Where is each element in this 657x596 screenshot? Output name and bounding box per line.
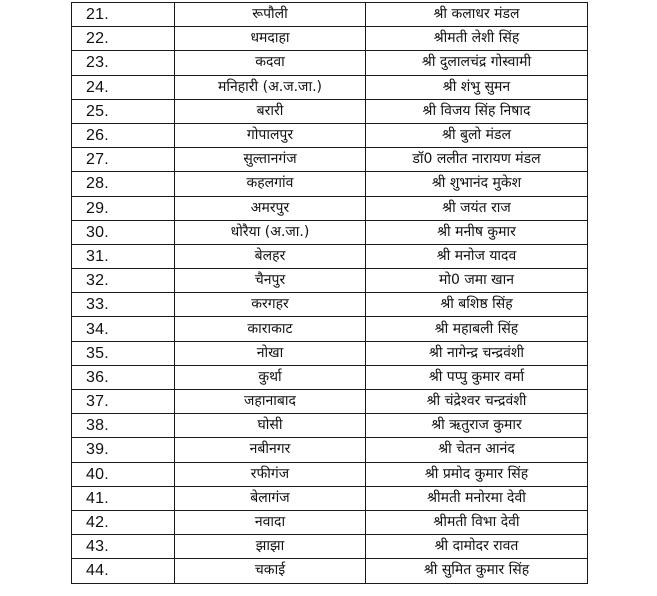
candidate-name-cell: श्री बशिष्ठ सिंह (366, 293, 588, 317)
candidate-name-cell: श्री महाबली सिंह (366, 317, 588, 341)
candidate-name-cell: श्री सुमित कुमार सिंह (366, 559, 588, 583)
constituency-cell: अमरपुर (175, 196, 366, 220)
serial-number-cell: 36. (72, 365, 175, 389)
table-row (72, 51, 588, 75)
serial-number-cell: 31. (72, 244, 175, 268)
serial-number-cell: 29. (72, 196, 175, 220)
table-row (72, 196, 588, 220)
serial-number-cell: 32. (72, 269, 175, 293)
serial-number-cell: 35. (72, 341, 175, 365)
serial-number-cell: 44. (72, 559, 175, 583)
constituency-cell: चकाई (175, 559, 366, 583)
candidate-table (71, 2, 588, 584)
serial-number-cell: 37. (72, 390, 175, 414)
candidate-name-cell: श्री कलाधर मंडल (366, 3, 588, 27)
constituency-cell: रूपौली (175, 3, 366, 27)
table-row (72, 99, 588, 123)
candidate-name-cell: डॉ0 ललीत नारायण मंडल (366, 148, 588, 172)
candidate-name-cell: श्री शुभानंद मुकेश (366, 172, 588, 196)
candidate-name-cell: श्री दुलालचंद्र गोस्वामी (366, 51, 588, 75)
table-row (72, 438, 588, 462)
candidate-name-cell: श्री नागेन्द्र चन्द्रवंशी (366, 341, 588, 365)
table-row (72, 3, 588, 27)
constituency-cell: मनिहारी (अ.ज.जा.) (175, 75, 366, 99)
constituency-cell: घोसी (175, 414, 366, 438)
table-row (72, 486, 588, 510)
serial-number-cell: 22. (72, 27, 175, 51)
serial-number-cell: 27. (72, 148, 175, 172)
table-row (72, 244, 588, 268)
candidate-name-cell: श्री मनोज यादव (366, 244, 588, 268)
constituency-cell: नबीनगर (175, 438, 366, 462)
candidate-name-cell: श्री मनीष कुमार (366, 220, 588, 244)
candidate-name-cell: श्री चंद्रेश्वर चन्द्रवंशी (366, 390, 588, 414)
constituency-cell: जहानाबाद (175, 390, 366, 414)
constituency-cell: नोखा (175, 341, 366, 365)
constituency-cell: बेलागंज (175, 486, 366, 510)
constituency-cell: चैनपुर (175, 269, 366, 293)
candidate-name-cell: श्री प्रमोद कुमार सिंह (366, 462, 588, 486)
constituency-cell: कहलगांव (175, 172, 366, 196)
constituency-cell: गोपालपुर (175, 123, 366, 147)
table-row (72, 148, 588, 172)
serial-number-cell: 21. (72, 3, 175, 27)
serial-number-cell: 26. (72, 123, 175, 147)
candidate-name-cell: श्रीमती लेशी सिंह (366, 27, 588, 51)
serial-number-cell: 40. (72, 462, 175, 486)
table-row (72, 365, 588, 389)
constituency-cell: धमदाहा (175, 27, 366, 51)
table-row (72, 172, 588, 196)
serial-number-cell: 33. (72, 293, 175, 317)
candidate-name-cell: श्री बुलो मंडल (366, 123, 588, 147)
candidate-table-body (72, 3, 588, 584)
table-row (72, 341, 588, 365)
constituency-cell: काराकाट (175, 317, 366, 341)
serial-number-cell: 24. (72, 75, 175, 99)
constituency-cell: बेलहर (175, 244, 366, 268)
constituency-cell: धोरैया (अ.जा.) (175, 220, 366, 244)
table-row (72, 510, 588, 534)
candidate-name-cell: श्री दामोदर रावत (366, 535, 588, 559)
table-row (72, 75, 588, 99)
serial-number-cell: 41. (72, 486, 175, 510)
candidate-name-cell: श्री ऋतुराज कुमार (366, 414, 588, 438)
candidate-name-cell: श्री शंभु सुमन (366, 75, 588, 99)
constituency-cell: बरारी (175, 99, 366, 123)
serial-number-cell: 25. (72, 99, 175, 123)
candidate-name-cell: श्री पप्पु कुमार वर्मा (366, 365, 588, 389)
candidate-name-cell: श्रीमती विभा देवी (366, 510, 588, 534)
table-row (72, 269, 588, 293)
candidate-name-cell: श्री चेतन आनंद (366, 438, 588, 462)
constituency-cell: नवादा (175, 510, 366, 534)
constituency-cell: करगहर (175, 293, 366, 317)
constituency-cell: झाझा (175, 535, 366, 559)
table-row (72, 123, 588, 147)
constituency-cell: सुल्तानगंज (175, 148, 366, 172)
candidate-name-cell: मो0 जमा खान (366, 269, 588, 293)
serial-number-cell: 43. (72, 535, 175, 559)
table-row (72, 390, 588, 414)
constituency-cell: कुर्था (175, 365, 366, 389)
serial-number-cell: 28. (72, 172, 175, 196)
candidate-name-cell: श्री विजय सिंह निषाद (366, 99, 588, 123)
table-row (72, 317, 588, 341)
table-row (72, 535, 588, 559)
table-row (72, 462, 588, 486)
table-row (72, 220, 588, 244)
serial-number-cell: 42. (72, 510, 175, 534)
constituency-cell: कदवा (175, 51, 366, 75)
serial-number-cell: 39. (72, 438, 175, 462)
serial-number-cell: 30. (72, 220, 175, 244)
candidate-name-cell: श्रीमती मनोरमा देवी (366, 486, 588, 510)
serial-number-cell: 34. (72, 317, 175, 341)
candidate-name-cell: श्री जयंत राज (366, 196, 588, 220)
table-row (72, 559, 588, 583)
serial-number-cell: 38. (72, 414, 175, 438)
table-row (72, 27, 588, 51)
constituency-cell: रफीगंज (175, 462, 366, 486)
table-row (72, 414, 588, 438)
serial-number-cell: 23. (72, 51, 175, 75)
table-row (72, 293, 588, 317)
